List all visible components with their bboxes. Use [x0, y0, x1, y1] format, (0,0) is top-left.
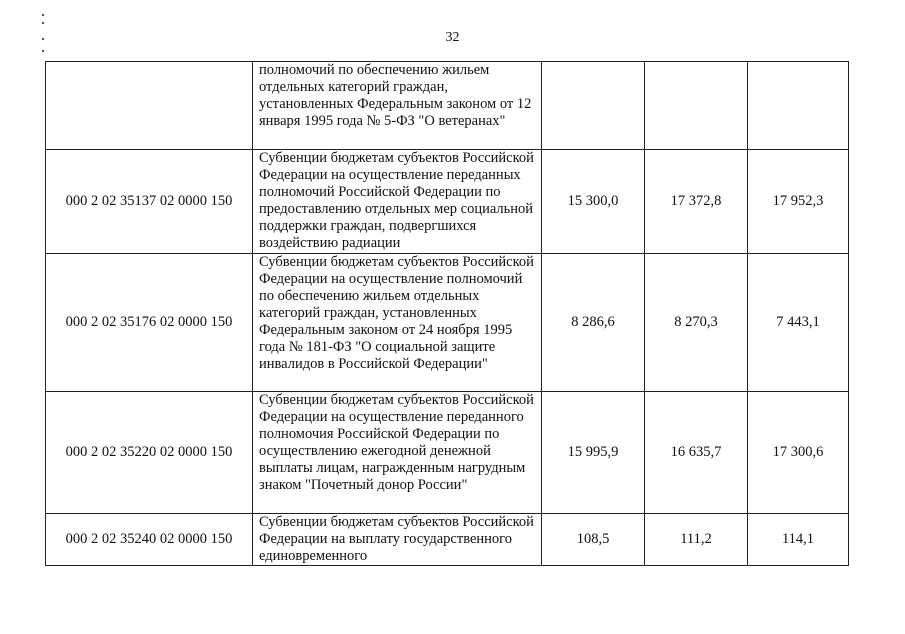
row-value-3: 114,1 — [748, 514, 849, 566]
row-code: 000 2 02 35176 02 0000 150 — [46, 254, 253, 392]
table-row — [46, 254, 849, 392]
row-value-2 — [645, 62, 748, 150]
scan-mark — [42, 14, 44, 16]
row-value-3: 17 952,3 — [748, 150, 849, 254]
row-value-1: 15 995,9 — [542, 392, 645, 514]
budget-table — [45, 61, 849, 566]
row-code — [46, 62, 253, 150]
row-value-2: 111,2 — [645, 514, 748, 566]
description-text: Субвенции бюджетам субъектов Российской Федерации на осуществление полномочий по обеспечению жильем отдельных категорий граждан, установленных Федеральным законом от 24 ноября 1995 года № 181-ФЗ "О социальной защите инвалидов в Российской Федерации" — [259, 254, 534, 372]
row-code: 000 2 02 35137 02 0000 150 — [46, 150, 253, 254]
row-description — [253, 150, 542, 254]
row-value-1: 15 300,0 — [542, 150, 645, 254]
page-number: 32 — [445, 30, 460, 45]
row-description — [253, 392, 542, 514]
table-row — [46, 150, 849, 254]
row-value-3: 7 443,1 — [748, 254, 849, 392]
row-value-2: 17 372,8 — [645, 150, 748, 254]
row-value-3 — [748, 62, 849, 150]
table-row — [46, 514, 849, 566]
row-value-2: 8 270,3 — [645, 254, 748, 392]
table-row — [46, 62, 849, 150]
description-text: Субвенции бюджетам субъектов Российской Федерации на осуществление переданных полномочий Российской Федерации по предоставлению отдельных мер социальной поддержки граждан, подвергшихся воздействию радиации — [259, 150, 534, 251]
row-code: 000 2 02 35240 02 0000 150 — [46, 514, 253, 566]
scan-mark — [42, 50, 44, 52]
row-code: 000 2 02 35220 02 0000 150 — [46, 392, 253, 514]
description-text: полномочий по обеспечению жильем отдельных категорий граждан, установленных Федеральным законом от 12 января 1995 года № 5-ФЗ "О ветеранах" — [259, 62, 532, 129]
row-description — [253, 254, 542, 392]
row-description — [253, 514, 542, 566]
row-value-1: 8 286,6 — [542, 254, 645, 392]
row-value-1: 108,5 — [542, 514, 645, 566]
row-value-2: 16 635,7 — [645, 392, 748, 514]
row-value-3: 17 300,6 — [748, 392, 849, 514]
row-description — [253, 62, 542, 150]
row-value-1 — [542, 62, 645, 150]
scan-mark — [42, 22, 44, 24]
description-text: Субвенции бюджетам субъектов Российской Федерации на осуществление переданного полномочия Российской Федерации по осуществлению ежегодной денежной выплаты лицам, награжденным нагрудным знаком "Почетный донор России" — [259, 392, 534, 493]
table-row — [46, 392, 849, 514]
description-text: Субвенции бюджетам субъектов Российской Федерации на выплату государственного единовременного — [259, 514, 534, 564]
